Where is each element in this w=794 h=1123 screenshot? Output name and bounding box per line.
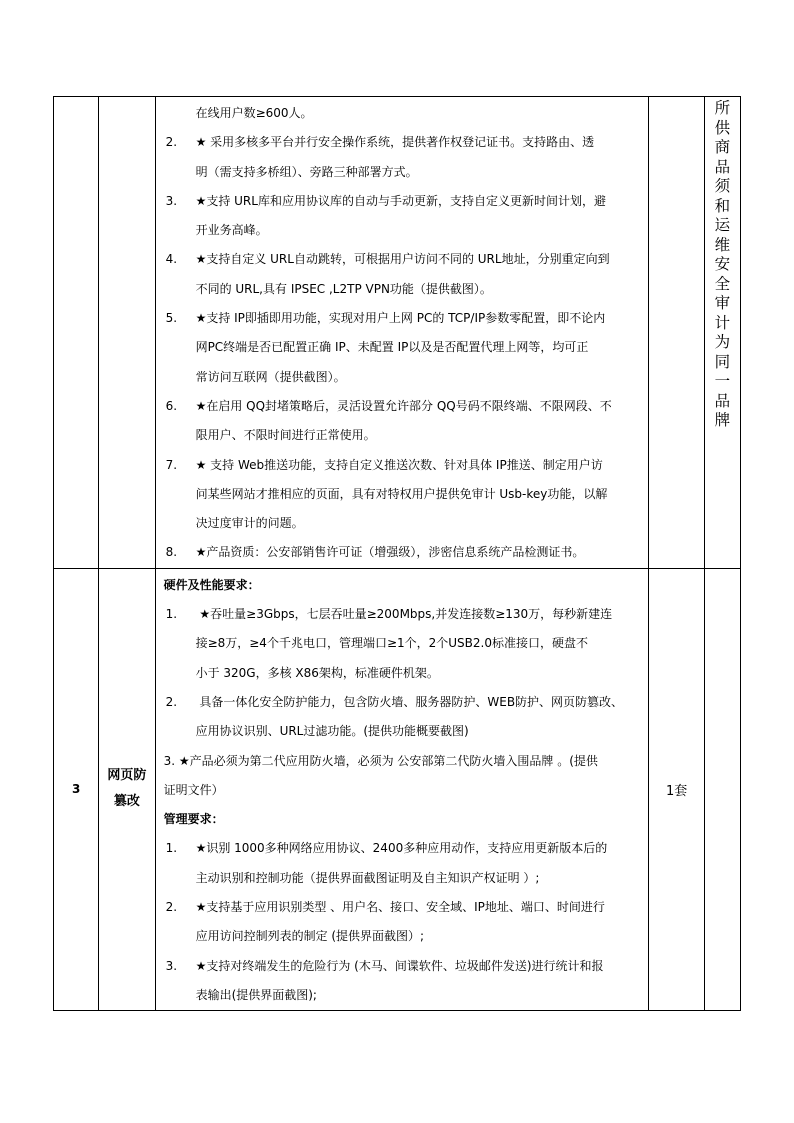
item-text: ★支持 URL库和应用协议库的自动与手动更新，支持自定义更新时间计划，避 [195,193,606,208]
spec-line: 接≥8万，≥4个千兆电口，管理端口≥1个，2个USB2.0标准接口，硬盘不 [195,636,588,651]
spec-cell [155,568,649,1010]
spec-line [164,893,641,922]
note-char: 计 [714,313,731,332]
quantity-cell [649,97,704,569]
note-char: 品 [714,391,731,410]
spec-line [164,538,641,567]
table-row [54,97,741,569]
item-text: 具备一体化安全防护能力，包含防火墙、服务器防护、WEB防护、网页防篡改、 [195,694,624,709]
spec-line [164,128,641,157]
spec-line: 常访问互联网（提供截图）。 [195,369,346,384]
item-number: 3. [165,193,178,208]
note-char: 一 [714,372,731,390]
item-text: ★吞吐量≥3Gbps，七层吞吐量≥200Mbps,并发连接数≥130万，每秒新建连 [195,607,613,622]
note-char: 审 [714,294,731,312]
spec-line: 问某些网站才推相应的页面，具有对特权用户提供免审计 Usb-key功能，以解 [195,486,608,501]
note-char: 同 [714,352,731,371]
note-cell [704,568,740,1010]
note-char: 牌 [714,411,731,429]
table-row [54,568,741,1010]
spec-line: 证明文件） [163,782,224,797]
note-char: 供 [714,118,731,137]
item-number: 2. [165,135,178,150]
spec-cell [155,97,649,569]
spec-line: 主动识别和控制功能（提供界面截图证明及自主知识产权证明 ）; [195,870,540,885]
spec-line: 小于 320G，多核 X86架构，标准硬件机架。 [195,665,439,680]
item-number: 8. [165,545,178,560]
item-number: 2. [165,900,178,915]
item-number: 7. [165,457,178,472]
item-text: ★ 支持 Web推送功能，支持自定义推送次数、针对具体 IP推送、制定用户访 [195,457,603,472]
spec-line: 开业务高峰。 [195,223,268,238]
spec-line: 应用访问控制列表的制定 (提供界面截图）; [195,929,425,944]
item-text: ★产品资质：公安部销售许可证（增强级），涉密信息系统产品检测证书。 [195,545,585,560]
spec-line: 明（需支持多桥组）、旁路三种部署方式。 [195,164,418,179]
note-char: 为 [714,333,731,351]
item-name-cell [99,568,155,1010]
item-number: 2. [165,694,178,709]
spec-line [164,688,641,717]
note-char: 商 [714,138,731,156]
item-text: ★支持 IP即插即用功能，实现对用户上网 PC的 TCP/IP参数零配置，即不论内 [195,311,606,326]
spec-line: 应用协议识别、URL过滤功能。(提供功能概要截图) [195,724,469,739]
note-char: 和 [714,196,731,215]
row-number-cell [54,97,99,569]
spec-line: 表输出(提供界面截图); [195,987,317,1002]
item-number: 1. [165,841,178,856]
quantity-cell: 1套 [649,568,704,1010]
note-char: 品 [714,157,731,176]
note-char: 须 [714,177,731,195]
spec-table [53,96,741,1011]
spec-line: 限用户、不限时间进行正常使用。 [195,428,376,443]
item-number: 5. [165,311,178,326]
item-number: 1. [165,607,178,622]
spec-line [164,392,641,421]
item-name-line: 网页防 [107,768,147,784]
item-text: ★ 采用多核多平台并行安全操作系统，提供著作权登记证书。支持路由、透 [195,135,595,150]
spec-line [164,304,641,333]
spec-line: 网PC终端是否已配置正确 IP、未配置 IP以及是否配置代理上网等，均可正 [195,340,589,355]
spec-line: 决过度审计的问题。 [195,516,304,531]
item-text: ★支持基于应用识别类型 、用户名、接口、安全域、IP地址、端口、时间进行 [195,900,605,915]
row-number-cell: 3 [54,568,99,1010]
note-char: 安 [714,255,731,273]
item-text: ★在启用 QQ封堵策略后，灵活设置允许部分 QQ号码不限终端、不限网段、不 [195,398,612,413]
note-cell [704,97,740,569]
note-char: 全 [714,274,731,293]
section-heading: 硬件及性能要求： [163,577,260,592]
note-char: 维 [714,235,731,254]
spec-line [164,834,641,863]
spec-line [164,245,641,274]
item-name-line: 篡改 [113,794,140,810]
spec-line [164,187,641,216]
item-number: 3. [165,958,178,973]
section-heading: 管理要求： [163,812,224,827]
spec-line [164,600,641,629]
spec-line: 不同的 URL,具有 IPSEC ,L2TP VPN功能（提供截图）。 [195,281,492,296]
note-char: 运 [714,216,731,234]
spec-line: 3. ★产品必须为第二代应用防火墙，必须为 公安部第二代防火墙入围品牌 。(提供 [163,753,598,768]
item-text: ★支持对终端发生的危险行为 (木马、间谍软件、垃圾邮件发送)进行统计和报 [195,958,604,973]
item-number: 4. [165,252,178,267]
spec-line: 在线用户数≥600人。 [195,106,313,120]
item-number: 6. [165,398,178,413]
item-text: ★支持自定义 URL自动跳转，可根据用户访问不同的 URL地址，分别重定向到 [195,252,610,267]
spec-line [164,952,641,981]
spec-line [164,451,641,480]
item-name-cell [99,97,155,569]
item-text: ★识别 1000多种网络应用协议、2400多种应用动作，支持应用更新版本后的 [195,841,608,856]
note-char: 所 [714,99,731,117]
